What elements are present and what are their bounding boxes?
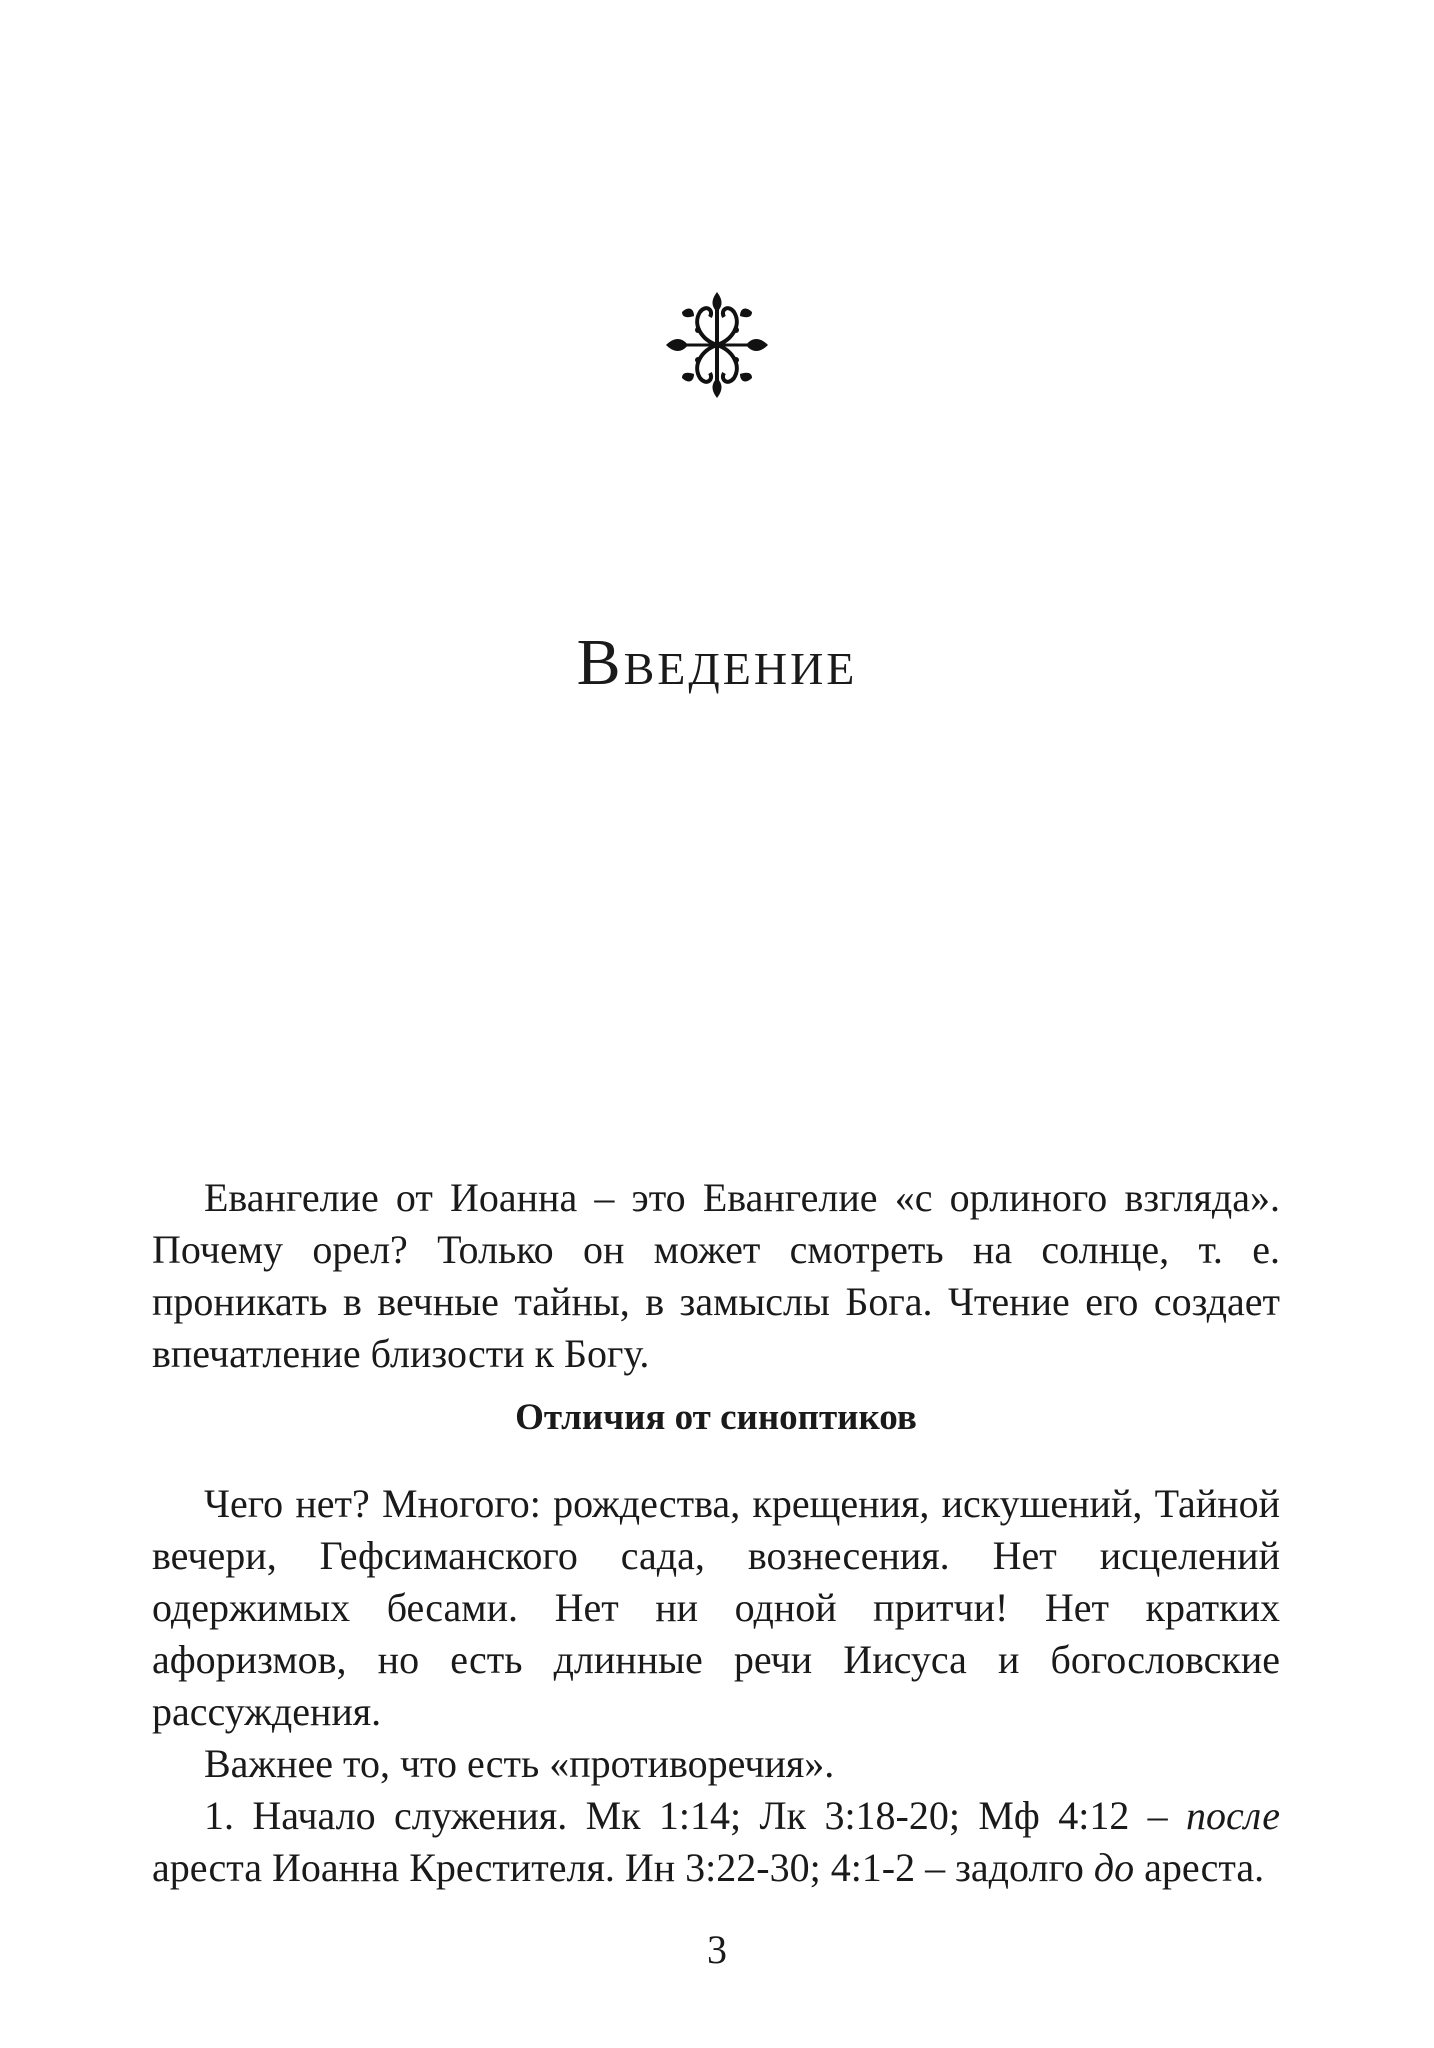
paragraph-3-part-2: ареста Иоанна Крестителя. Ин 3:22-30; 4:1-2 – задолго [152, 1845, 1094, 1890]
paragraph-3-italic-after: после [1186, 1793, 1280, 1838]
paragraph-3-part-1: 1. Начало служения. Мк 1:14; Лк 3:18-20; Мф 4:12 – [204, 1793, 1187, 1838]
paragraph-3 [152, 1790, 1280, 1894]
paragraph-3-italic-before: до [1093, 1845, 1135, 1890]
page-number: 3 [707, 1927, 727, 1972]
paragraph-2: Важнее то, что есть «противоречия». [204, 1741, 835, 1786]
paragraph-1: Чего нет? Многого: рождества, крещения, искушений, Тайной вечери, Гефсиманского сада, вознесения. Нет исцелений одержимых бесами. Нет ни одной притчи! Нет кратких афоризмов, но есть длинные речи Иисуса и богословские рассуждения. [152, 1481, 1280, 1734]
paragraph-3-part-3: ареста. [1134, 1845, 1265, 1890]
fleuron-icon [662, 290, 772, 400]
chapter-title: Введение [576, 626, 858, 699]
intro-paragraph: Евангелие от Иоанна – это Евангелие «с орлиного взгляда». Почему орел? Только он может смотреть на солнце, т. е. проникать в вечные тайны, в замыслы Бога. Чтение его создает впечатление близости к Богу. [152, 1175, 1280, 1376]
section-body [152, 1478, 1280, 1894]
intro-section [152, 1172, 1280, 1380]
section-heading: Отличия от синоптиков [515, 1397, 917, 1438]
